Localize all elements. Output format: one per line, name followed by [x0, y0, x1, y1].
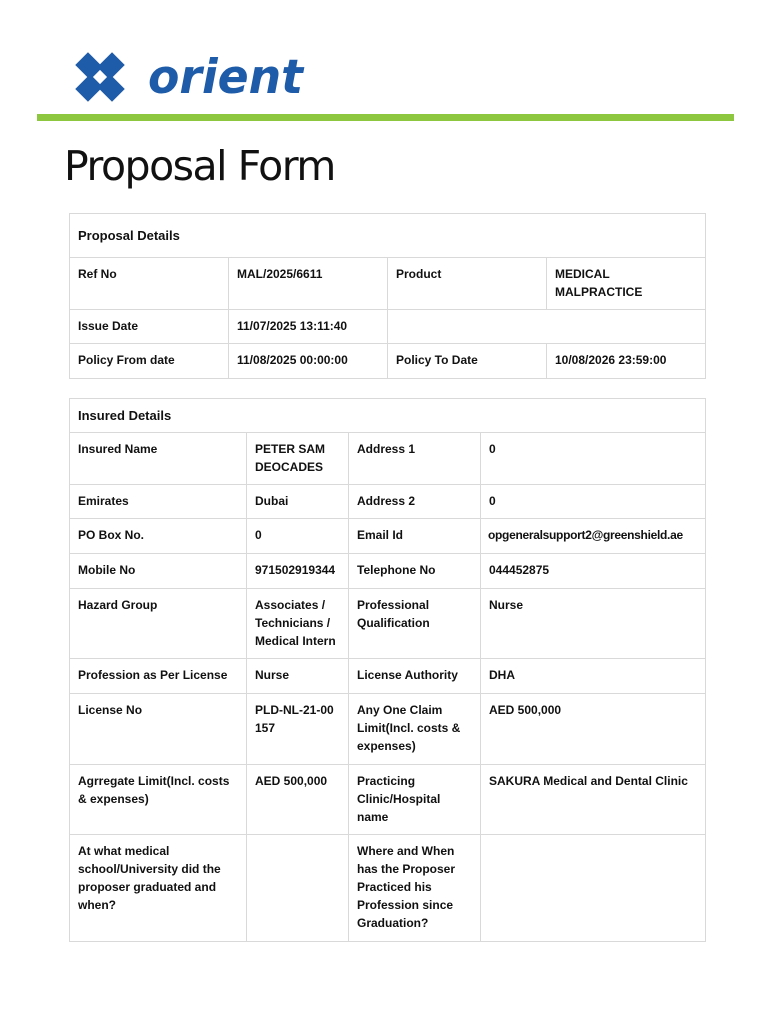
claim-limit-label: Any One Claim Limit(Incl. costs & expenses): [349, 694, 481, 765]
practice-value: [481, 835, 706, 942]
proposal-details-table: [69, 213, 706, 379]
qualification-label: Professional Qualification: [349, 589, 481, 659]
license-authority-value: DHA: [481, 659, 706, 694]
hazard-group-label: Hazard Group: [70, 589, 247, 659]
license-no-label: License No: [70, 694, 247, 765]
qualification-value: Nurse: [481, 589, 706, 659]
insured-details-heading: Insured Details: [70, 399, 706, 433]
policy-from-label: Policy From date: [70, 344, 229, 379]
ref-no-value: MAL/2025/6611: [229, 258, 388, 310]
product-label: Product: [388, 258, 547, 310]
page-title: Proposal Form: [64, 142, 335, 190]
clinic-label: Practicing Clinic/Hospital name: [349, 765, 481, 835]
practice-label: Where and When has the Proposer Practiced his Profession since Graduation?: [349, 835, 481, 942]
empty-cell: [388, 310, 706, 344]
ref-no-label: Ref No: [70, 258, 229, 310]
address2-label: Address 2: [349, 485, 481, 519]
insured-name-value: PETER SAM DEOCADES: [247, 433, 349, 485]
product-value: MEDICAL MALPRACTICE: [547, 258, 706, 310]
diamond-cross-logo-icon: [68, 46, 313, 108]
telephone-value: 044452875: [481, 554, 706, 589]
hazard-group-value: Associates / Technicians / Medical Intern: [247, 589, 349, 659]
po-box-label: PO Box No.: [70, 519, 247, 554]
policy-to-value: 10/08/2026 23:59:00: [547, 344, 706, 379]
address1-value: 0: [481, 433, 706, 485]
clinic-value: SAKURA Medical and Dental Clinic: [481, 765, 706, 835]
claim-limit-value: AED 500,000: [481, 694, 706, 765]
po-box-value: 0: [247, 519, 349, 554]
email-value: opgeneralsupport2@greenshield.ae: [481, 519, 706, 554]
license-no-value: PLD-NL-21-00157: [247, 694, 349, 765]
telephone-label: Telephone No: [349, 554, 481, 589]
proposal-details-heading: Proposal Details: [70, 214, 706, 258]
insured-name-label: Insured Name: [70, 433, 247, 485]
orient-logo: [68, 46, 313, 108]
aggregate-limit-value: AED 500,000: [247, 765, 349, 835]
address1-label: Address 1: [349, 433, 481, 485]
policy-to-label: Policy To Date: [388, 344, 547, 379]
profession-value: Nurse: [247, 659, 349, 694]
brand-name: orient: [148, 50, 305, 105]
emirates-value: Dubai: [247, 485, 349, 519]
profession-label: Profession as Per License: [70, 659, 247, 694]
accent-rule: [37, 114, 734, 121]
aggregate-limit-label: Agrregate Limit(Incl. costs & expenses): [70, 765, 247, 835]
email-label: Email Id: [349, 519, 481, 554]
mobile-label: Mobile No: [70, 554, 247, 589]
school-value: [247, 835, 349, 942]
policy-from-value: 11/08/2025 00:00:00: [229, 344, 388, 379]
license-authority-label: License Authority: [349, 659, 481, 694]
address2-value: 0: [481, 485, 706, 519]
school-label: At what medical school/University did the proposer graduated and when?: [70, 835, 247, 942]
emirates-label: Emirates: [70, 485, 247, 519]
issue-date-label: Issue Date: [70, 310, 229, 344]
insured-details-table: [69, 398, 706, 942]
mobile-value: 971502919344: [247, 554, 349, 589]
issue-date-value: 11/07/2025 13:11:40: [229, 310, 388, 344]
